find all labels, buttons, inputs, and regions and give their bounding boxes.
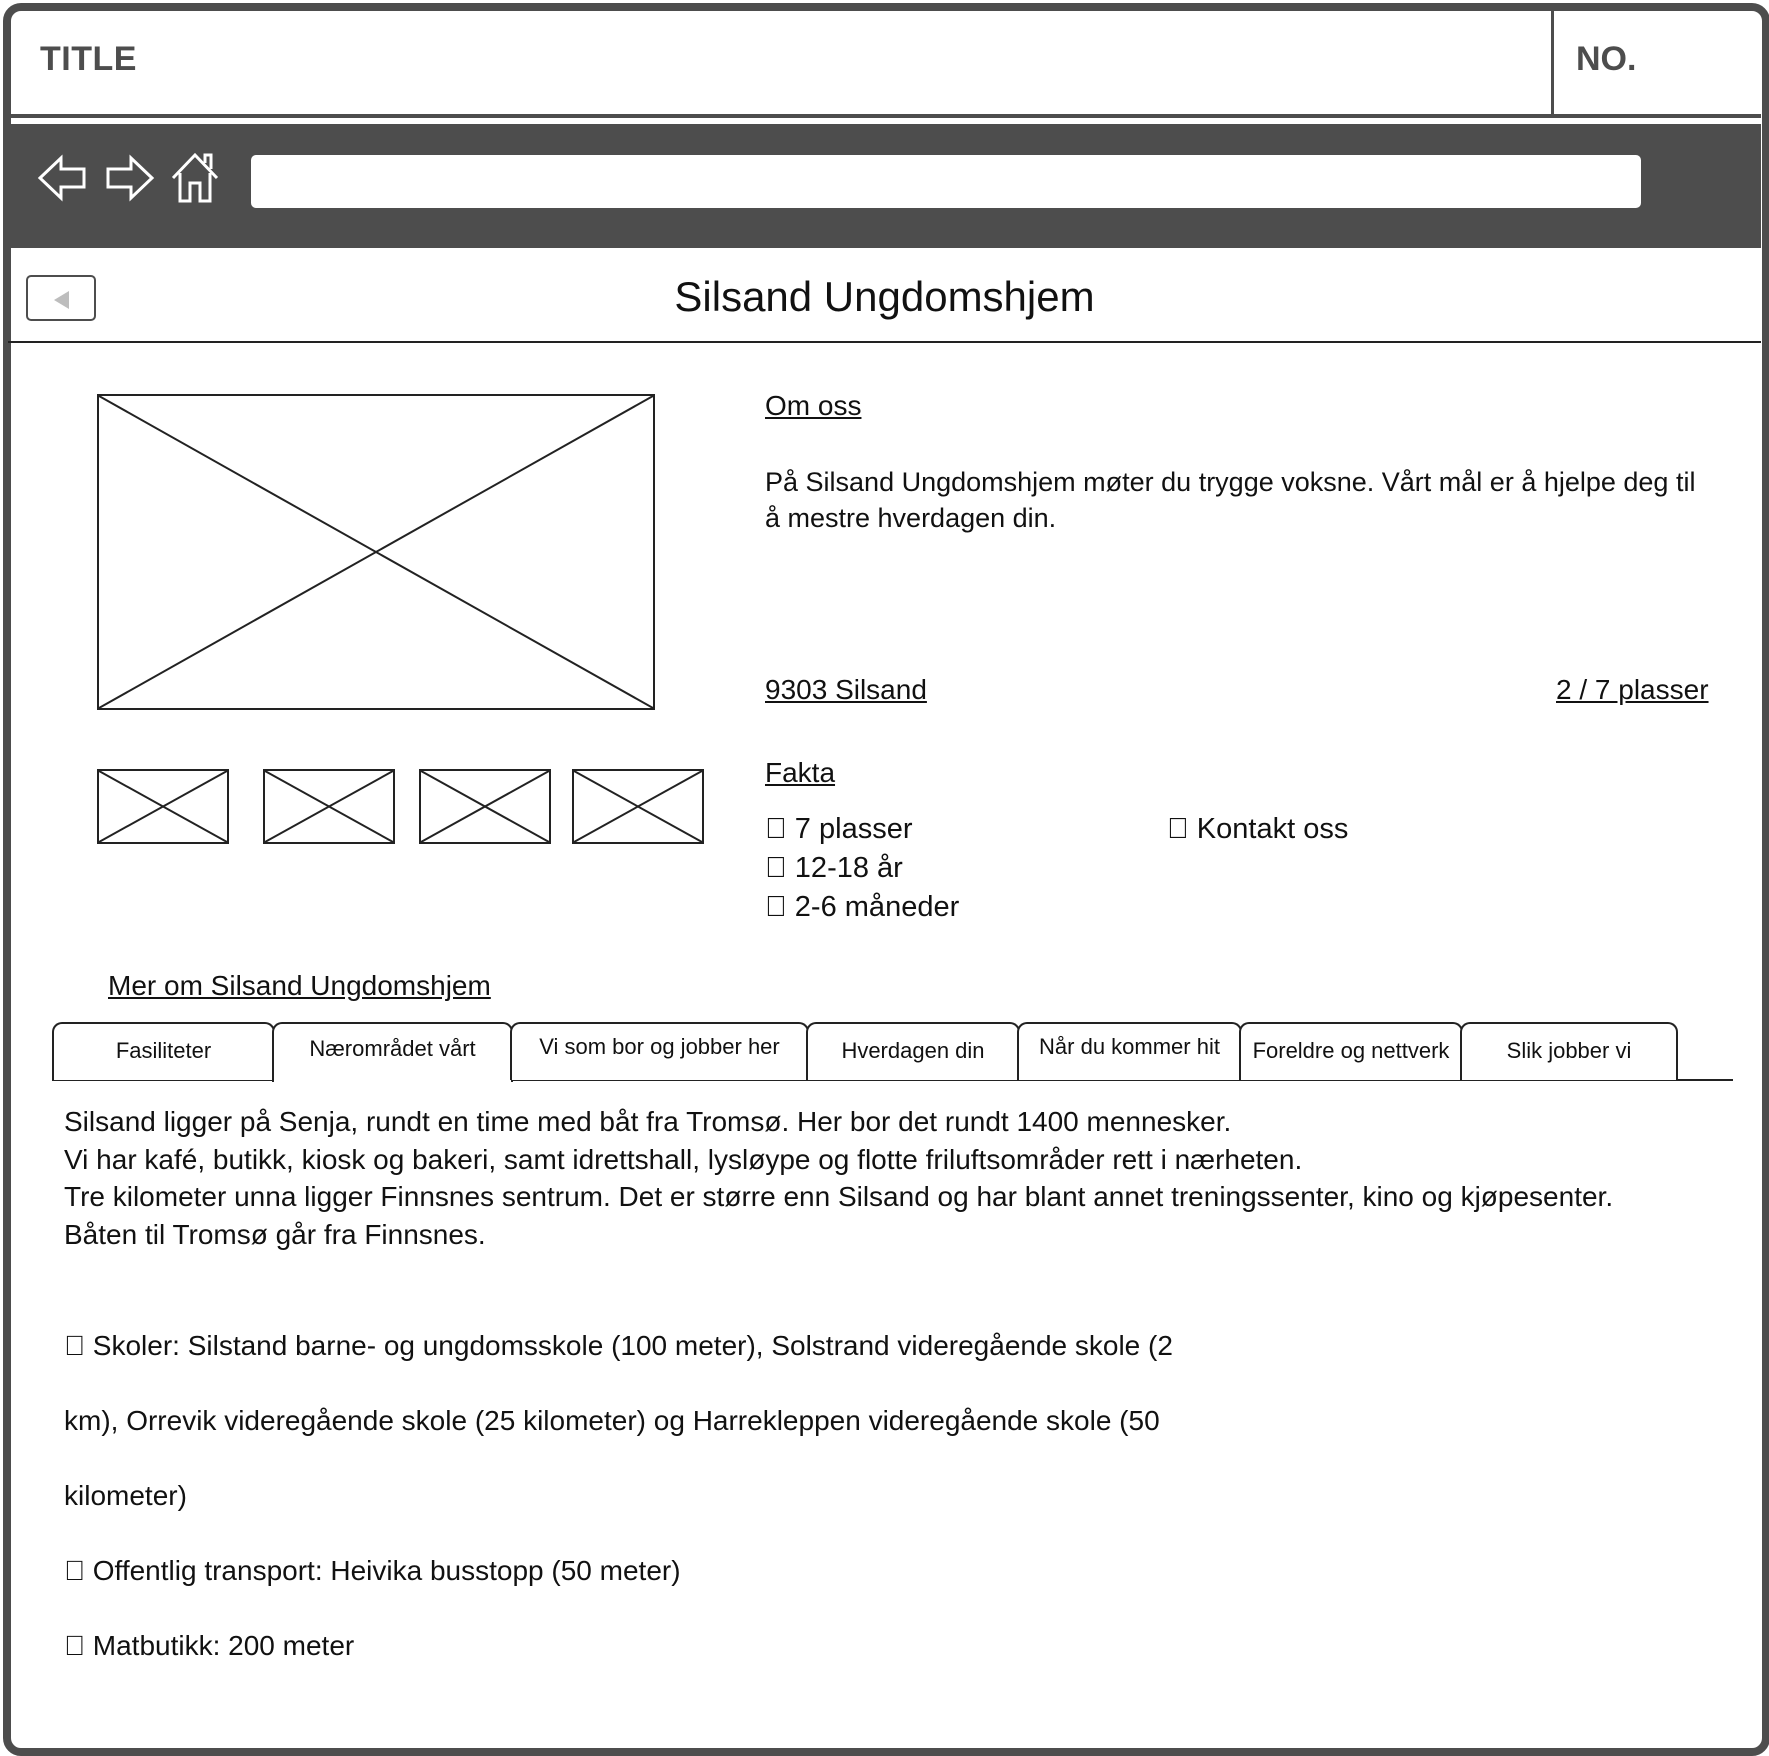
contact-link[interactable]: Kontakt oss <box>1167 813 1319 845</box>
tab-content-paragraph <box>64 1103 1613 1253</box>
list-item-transport: Offentlig transport: Heivika busstopp (50 meter) <box>64 1555 652 1586</box>
header-divider <box>1551 8 1554 114</box>
image-placeholder-icon <box>99 396 653 708</box>
image-placeholder-icon <box>574 771 702 842</box>
main-image-placeholder <box>97 394 655 710</box>
title-divider <box>8 341 1761 343</box>
address-bar[interactable] <box>251 155 1641 208</box>
capacity-link[interactable]: 2 / 7 plasser <box>1556 674 1709 705</box>
tab-naar-du-kommer[interactable]: Når du kommer hit <box>1017 1022 1242 1080</box>
list-item-schools-cont: kilometer) <box>64 1480 187 1511</box>
tab-foreldre[interactable]: Foreldre og nettverk <box>1239 1022 1463 1080</box>
image-placeholder-icon <box>265 771 393 842</box>
header-title: TITLE <box>40 40 137 78</box>
tab-hverdagen[interactable]: Hverdagen din <box>806 1022 1020 1080</box>
about-text-line-1: På Silsand Ungdomshjem møter du trygge voksne. Vårt mål er å hjelpe deg til <box>765 467 1696 497</box>
home-icon[interactable] <box>170 150 220 206</box>
about-text-line-2: å mestre hverdagen din. <box>765 503 1057 533</box>
tab-naeromradet[interactable]: Nærområdet vårt <box>272 1022 513 1082</box>
header-number: NO. <box>1576 40 1637 78</box>
page-title: Silsand Ungdomshjem <box>674 273 1095 320</box>
tab-slik-jobber-vi[interactable]: Slik jobber vi <box>1460 1022 1678 1080</box>
paragraph-line: Vi har kafé, butikk, kiosk og bakeri, samt idrettshall, lysløype og flotte friluftsområder rett i nærheten. <box>64 1143 1303 1175</box>
arrow-left-icon[interactable] <box>37 150 87 206</box>
fact-item: 7 plasser <box>765 813 883 845</box>
list-item-grocery: Matbutikk: 200 meter <box>64 1630 326 1661</box>
list-item-schools-cont: km), Orrevik videregående skole (25 kilometer) og Harrekleppen videregående skole (50 <box>64 1405 1160 1436</box>
arrow-right-icon[interactable] <box>105 150 155 206</box>
paragraph-line: Tre kilometer unna ligger Finnsnes sentrum. Det er større enn Silsand og har blant annet treningssenter, kino og kjøpesenter. <box>64 1181 1614 1212</box>
paragraph-line: Silsand ligger på Senja, rundt en time med båt fra Tromsø. Her bor det rundt 1400 mennesker. <box>64 1106 1232 1137</box>
list-item-schools: Skoler: Silstand barne- og ungdomsskole (100 meter), Solstrand videregående skole (2 <box>64 1330 1145 1361</box>
thumbnail-2[interactable] <box>263 769 395 844</box>
thumbnail-1[interactable] <box>97 769 229 844</box>
image-placeholder-icon <box>421 771 549 842</box>
fact-item: 12-18 år <box>765 852 874 884</box>
image-placeholder-icon <box>99 771 227 842</box>
fact-item: 2-6 måneder <box>765 891 930 923</box>
tab-fasiliteter[interactable]: Fasiliteter <box>52 1022 275 1080</box>
location-link[interactable]: 9303 Silsand <box>765 674 927 705</box>
thumbnail-3[interactable] <box>419 769 551 844</box>
header-rule <box>8 114 1761 118</box>
paragraph-line: Båten til Tromsø går fra Finnsnes. <box>64 1218 486 1250</box>
facts-heading[interactable]: Fakta <box>765 757 836 788</box>
about-heading[interactable]: Om oss <box>765 390 862 421</box>
more-info-link[interactable]: Mer om Silsand Ungdomshjem <box>108 970 491 1001</box>
tab-vi-som-bor[interactable]: Vi som bor og jobber her <box>510 1022 809 1080</box>
thumbnail-4[interactable] <box>572 769 704 844</box>
